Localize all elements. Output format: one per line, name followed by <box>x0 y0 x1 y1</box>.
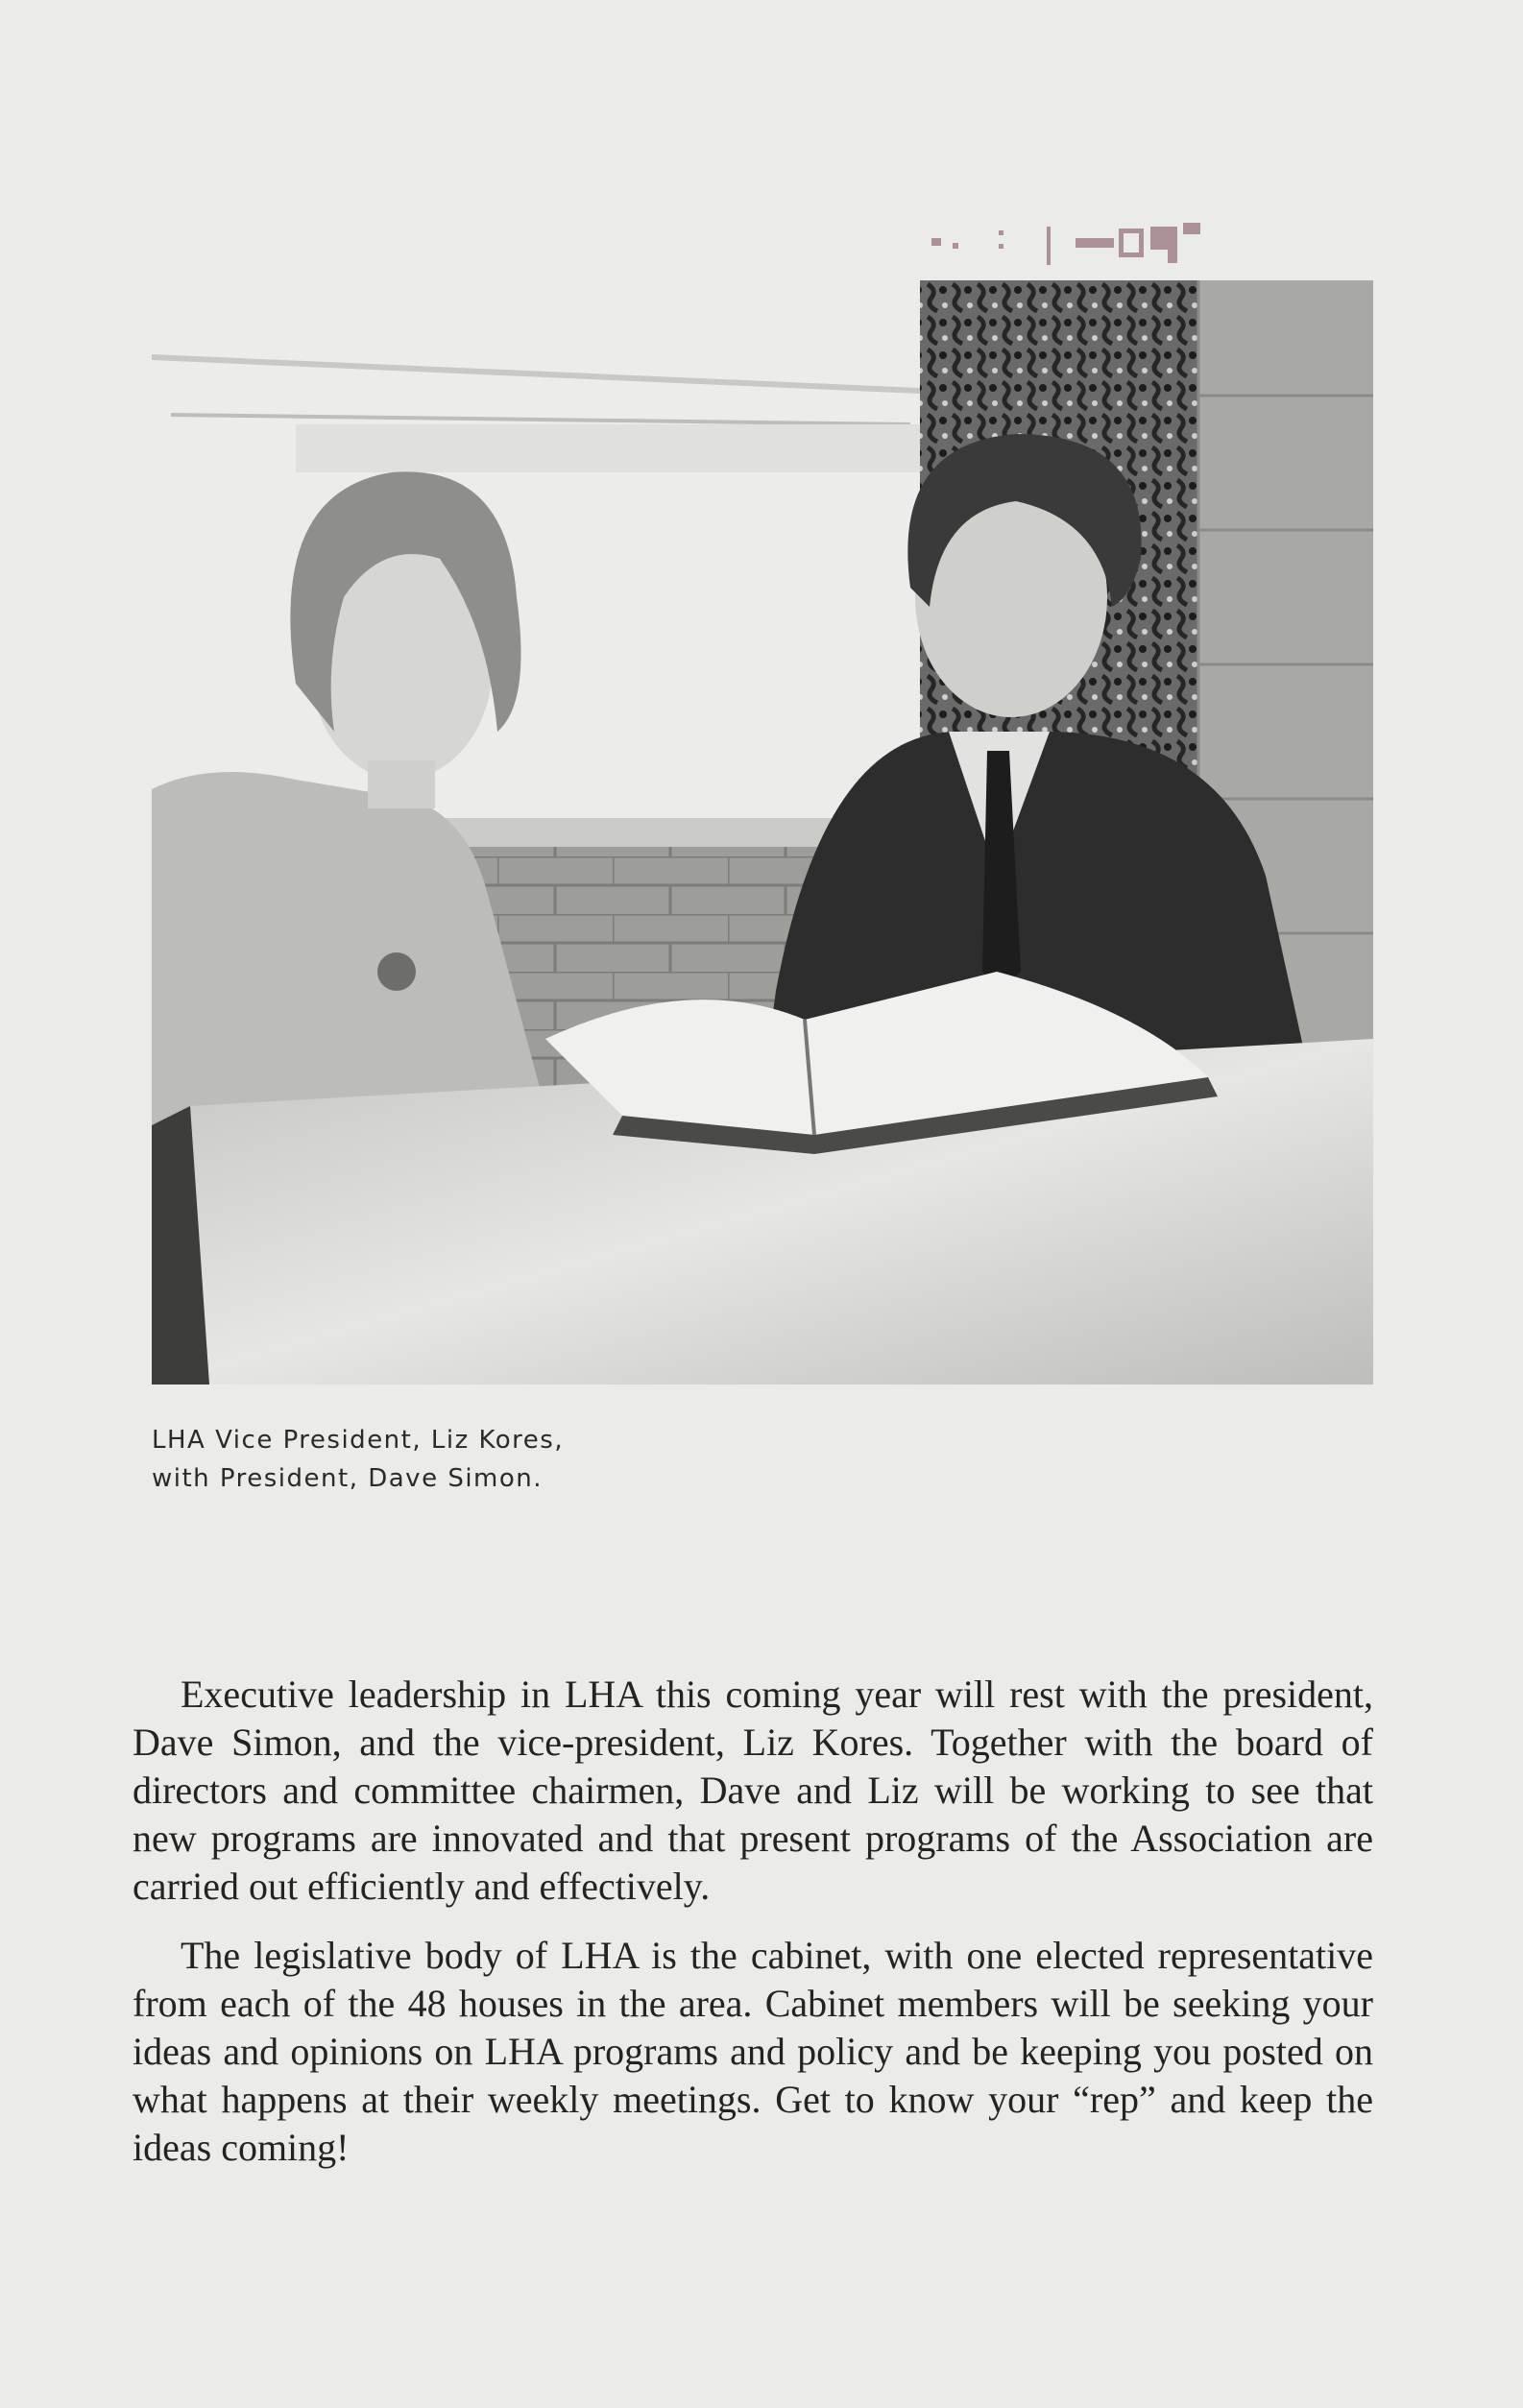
ink-stamp-mark <box>931 209 1248 277</box>
paragraph-legislative-body: The legislative body of LHA is the cabinet, with one elected representative from each of the 48 houses in the area. Cabinet members will be seeking your ideas and opinions on LHA programs and policy and be keeping you posted on what happens at their weekly meetings. Get to know your “rep” and keep the ideas coming! <box>133 1934 1373 2169</box>
caption-line-1: LHA Vice President, Liz Kores, <box>152 1426 565 1455</box>
photo-caption <box>152 1421 564 1498</box>
caption-line-2: with President, Dave Simon. <box>152 1464 544 1493</box>
article-body <box>133 1671 1373 2193</box>
photo-vice-president-and-president <box>152 280 1373 1385</box>
paragraph-executive-leadership: Executive leadership in LHA this coming year will rest with the president, Dave Simon, and the vice-president, Liz Kores. Together with the board of directors and committee chairmen, Dave and Liz will be working to see that new programs are innovated and that present programs of the Association are carried out efficiently and effectively. <box>133 1673 1373 1908</box>
